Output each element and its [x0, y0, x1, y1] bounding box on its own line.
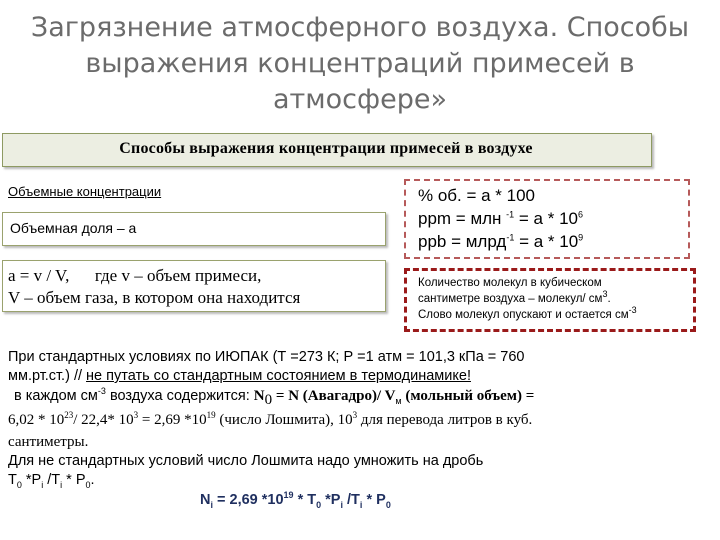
- title-line-2: выражения концентраций примесей в: [85, 48, 635, 79]
- title-line-3: атмосфере»: [273, 84, 447, 115]
- formula-line-2: V – объем газа, в котором она находится: [8, 288, 301, 307]
- section-banner-text: Способы выражения концентрации примесей в воздухе: [119, 140, 533, 157]
- volume-concentrations-label: Объемные концентрации: [8, 184, 162, 199]
- text-p1-line2: мм.рт.ст.) // не путать со стандартным состоянием в термодинамике!: [8, 368, 471, 384]
- slide-title: [20, 10, 700, 118]
- unit-ppb: ppb = млрд$^{-1}$ = a * $10^9$: [418, 232, 584, 251]
- count-line-3: Слово молекул опускают и остается $см^{-3}$: [418, 305, 637, 321]
- text-p2: в каждом $см^{-3}$ воздуха содержится: $N_0 = N$ (Авагадро)/ $V_м$ (мольный объем) =: [14, 386, 535, 408]
- unit-ppm: ppm = млн $^{-1} = a * 10^6$: [418, 209, 584, 228]
- final-formula: $N_i = 2,69$ $*10^{19} * Т_0$ $*Р_i$ $/Т_i * Р_0$: [200, 490, 391, 510]
- count-line-1: Количество молекул в кубическом: [418, 277, 602, 289]
- volume-share-text: Объемная доля – a: [10, 220, 137, 236]
- formula-line-1: a = v / V, где v – объем примеси,: [8, 266, 262, 285]
- text-p1-line1: При стандартных условиях по ИЮПАК (Т =273 К; Р =1 атм = 101,3 кПа = 760: [8, 349, 525, 365]
- title-line-1: Загрязнение атмосферного воздуха. Способы: [30, 12, 690, 43]
- text-p4: сантиметры.: [8, 434, 89, 450]
- count-line-2: сантиметре воздуха – молекул/ $см^3$.: [418, 289, 611, 305]
- text-p5: Для не стандартных условий число Лошмита надо умножить на дробь: [8, 453, 484, 469]
- unit-percent: % об. = a * 100: [418, 186, 536, 205]
- text-p3: $6,02 * 10^{23}/$ 22,4* $10^3 = 2,69$ $*10^{19}$ (число Лошмита), $10^3$ для перевода литров в куб.: [8, 410, 533, 428]
- text-p6: $Т_0$ $*Р_i$ $/Т_i * Р_0$.: [8, 472, 95, 490]
